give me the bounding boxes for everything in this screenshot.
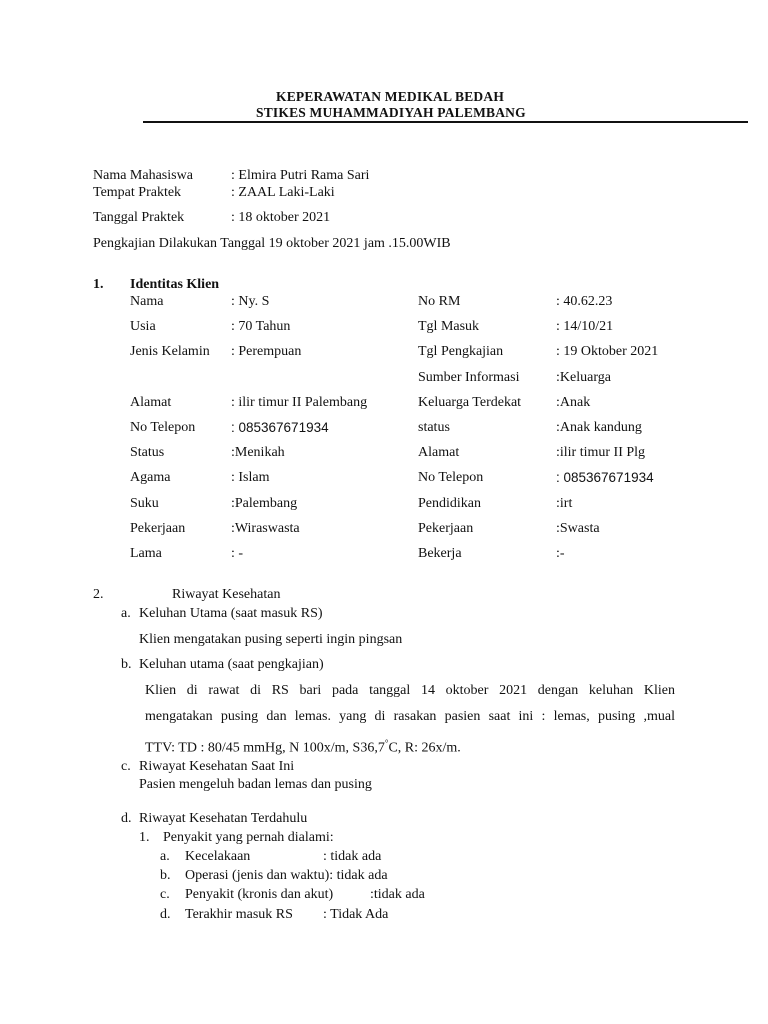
- right-label: No Telepon: [418, 470, 484, 485]
- right-label: Tgl Pengkajian: [418, 344, 504, 359]
- left-label: No Telepon: [130, 420, 196, 435]
- pengkajian-line: Pengkajian Dilakukan Tanggal 19 oktober 2021 jam .15.00WIB: [93, 236, 451, 251]
- left-label: Status: [130, 445, 165, 460]
- sub-item-label: Kecelakaan: [185, 849, 251, 864]
- sub-item-label: Penyakit (kronis dan akut): [185, 887, 334, 902]
- right-label: Sumber Informasi: [418, 370, 520, 385]
- tanggal-praktek-label: Tanggal Praktek: [93, 210, 185, 225]
- left-value: : ilir timur II Palembang: [231, 395, 368, 410]
- right-label: Bekerja: [418, 546, 462, 561]
- right-label: Alamat: [418, 445, 460, 460]
- tempat-praktek-label: Tempat Praktek: [93, 185, 182, 200]
- right-label: Pekerjaan: [418, 521, 474, 536]
- sub-item-label: Terakhir masuk RS: [185, 907, 293, 922]
- left-value: : 70 Tahun: [231, 319, 291, 334]
- left-label: Agama: [130, 470, 171, 485]
- item-c-text: Pasien mengeluh badan lemas dan pusing: [139, 777, 372, 792]
- item-c-marker: c.: [121, 759, 131, 774]
- sub-item-marker: b.: [160, 868, 171, 883]
- sub-item-value: : Tidak Ada: [323, 907, 389, 922]
- left-label: Alamat: [130, 395, 172, 410]
- section1-title: Identitas Klien: [130, 277, 220, 292]
- right-value: :Anak: [556, 395, 591, 410]
- item-a-marker: a.: [121, 606, 131, 621]
- section1-number: 1.: [93, 277, 104, 292]
- item-d-title: Riwayat Kesehatan Terdahulu: [139, 811, 308, 826]
- section2-number: 2.: [93, 587, 104, 602]
- right-value: : 19 Oktober 2021: [556, 344, 659, 359]
- right-label: Tgl Masuk: [418, 319, 480, 334]
- section2-title: Riwayat Kesehatan: [172, 587, 281, 602]
- left-label: Usia: [130, 319, 156, 334]
- item-d1-title: Penyakit yang pernah dialami:: [163, 830, 334, 845]
- left-label: Pekerjaan: [130, 521, 186, 536]
- left-value: : 085367671934: [231, 420, 329, 435]
- right-label: Keluarga Terdekat: [418, 395, 522, 410]
- right-value: : 14/10/21: [556, 319, 614, 334]
- vitals-text: TTV: TD : 80/45 mmHg, N 100x/m, S36,7: [145, 740, 385, 756]
- right-value: :Anak kandung: [556, 420, 642, 435]
- item-d-marker: d.: [121, 811, 132, 826]
- left-label: Nama: [130, 294, 164, 309]
- doc-title-2: STIKES MUHAMMADIYAH PALEMBANG: [256, 105, 526, 120]
- item-b-title: Keluhan utama (saat pengkajian): [139, 657, 324, 672]
- tempat-praktek-value: : ZAAL Laki-Laki: [231, 185, 335, 200]
- item-b-paragraph: [145, 678, 675, 762]
- left-label: Lama: [130, 546, 162, 561]
- right-value: :Swasta: [556, 521, 600, 536]
- sub-item-value: : tidak ada: [323, 849, 382, 864]
- left-value: : Islam: [231, 470, 270, 485]
- item-a-text: Klien mengatakan pusing seperti ingin pingsan: [139, 632, 403, 647]
- left-value: : -: [231, 546, 244, 561]
- left-label: Suku: [130, 496, 159, 511]
- right-value: : 40.62.23: [556, 294, 613, 309]
- right-label: Pendidikan: [418, 496, 481, 511]
- vitals-text-end: C, R: 26x/m.: [388, 740, 461, 756]
- item-b-line: mengatakan pusing dan lemas. yang di rasakan pasien saat ini : lemas, pusing ,mual: [145, 709, 675, 724]
- right-label: status: [418, 420, 450, 435]
- tanggal-praktek-value: : 18 oktober 2021: [231, 210, 331, 225]
- nama-mahasiswa-value: : Elmira Putri Rama Sari: [231, 168, 370, 183]
- left-label: Jenis Kelamin: [130, 344, 210, 359]
- item-d1-marker: 1.: [139, 830, 150, 845]
- left-value: :Menikah: [231, 445, 285, 460]
- item-c-title: Riwayat Kesehatan Saat Ini: [139, 759, 295, 774]
- left-value: : Perempuan: [231, 344, 302, 359]
- sub-item-marker: a.: [160, 849, 170, 864]
- left-value: :Palembang: [231, 496, 298, 511]
- right-value: :irt: [556, 496, 573, 511]
- right-value: :ilir timur II Plg: [556, 445, 646, 460]
- sub-item-label: Operasi (jenis dan waktu): tidak ada: [185, 868, 388, 883]
- nama-mahasiswa-label: Nama Mahasiswa: [93, 168, 193, 183]
- right-value: : 085367671934: [556, 470, 654, 485]
- left-value: :Wiraswasta: [231, 521, 300, 536]
- item-b-vitals: [145, 730, 675, 762]
- right-value: :Keluarga: [556, 370, 611, 385]
- sub-item-marker: c.: [160, 887, 170, 902]
- right-label: No RM: [418, 294, 461, 309]
- item-b-marker: b.: [121, 657, 132, 672]
- doc-title-1: KEPERAWATAN MEDIKAL BEDAH: [276, 89, 505, 104]
- item-a-title: Keluhan Utama (saat masuk RS): [139, 606, 323, 621]
- sub-item-marker: d.: [160, 907, 171, 922]
- left-value: : Ny. S: [231, 294, 270, 309]
- right-value: :-: [556, 546, 565, 561]
- item-b-line: Klien di rawat di RS bari pada tanggal 14 oktober 2021 dengan keluhan Klien: [145, 683, 675, 698]
- sub-item-value: :tidak ada: [370, 887, 425, 902]
- header-rule: [143, 121, 748, 123]
- degree-sign: °: [384, 738, 389, 748]
